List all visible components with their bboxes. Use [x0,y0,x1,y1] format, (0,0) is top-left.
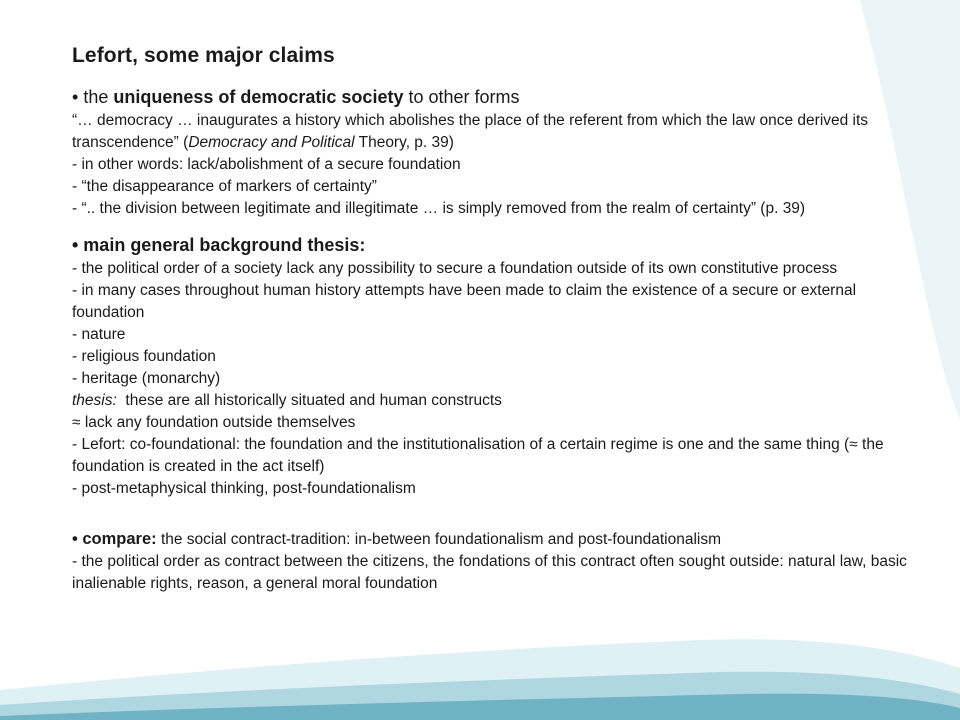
compare-rest: the social contract-tradition: in-between foundationalism and post-foundationalism [156,531,721,548]
section-heading [72,86,908,109]
spacer [72,514,908,528]
bullet: • [72,87,79,107]
text-line: - nature [72,326,126,343]
thesis-line [72,390,908,412]
section-heading [72,234,908,257]
text-line: - post-metaphysical thinking, post-foundationalism [72,480,416,497]
heading-lead: the [83,87,109,107]
text-line: - the political order as contract between the citizens, the fondations of this contract often sought outside: natural law, basic inalienable rights, reason, a general moral foundation [72,553,907,592]
section-background-thesis [72,234,908,500]
heading-rest: to other forms [408,87,520,107]
text-line: - Lefort: co-foundational: the foundation and the institutionalisation of a certain regime is one and the same thing (≈ the foundation is created in the act itself) [72,436,884,475]
slide-content [72,44,908,609]
compare-bold: • compare: [72,530,157,548]
slide-title: Lefort, some major claims [72,44,335,67]
heading-bold: • main general background thesis: [72,235,366,255]
section-uniqueness [72,86,908,220]
quote-italic: Democracy and Political [188,134,355,151]
section-compare [72,528,908,595]
quote-part: Theory, p. 39) [354,134,454,151]
quote-line [72,110,908,154]
quote-part: “… democracy … inaugurates a history which abolishes the place of the referent from which the law once derived its transcendence” ( [72,112,869,151]
text-line: - heritage (monarchy) [72,370,221,387]
text-line: ≈ lack any foundation outside themselves [72,414,356,431]
text-line: - religious foundation [72,348,216,365]
thesis-label: thesis: [72,392,117,409]
text-line: - the political order of a society lack any possibility to secure a foundation outside of its own constitutive process [72,260,838,277]
text-line: - in other words: lack/abolishment of a secure foundation [72,156,461,173]
text-line: - “.. the division between legitimate and illegitimate … is simply removed from the realm of certainty” (p. 39) [72,200,806,217]
compare-line [72,528,908,551]
heading-bold: uniqueness of democratic society [113,87,404,107]
text-line: - in many cases throughout human history attempts have been made to claim the existence of a secure or external foundation [72,282,857,321]
text-line: - “the disappearance of markers of certainty” [72,178,377,195]
thesis-text: these are all historically situated and human constructs [116,392,502,409]
